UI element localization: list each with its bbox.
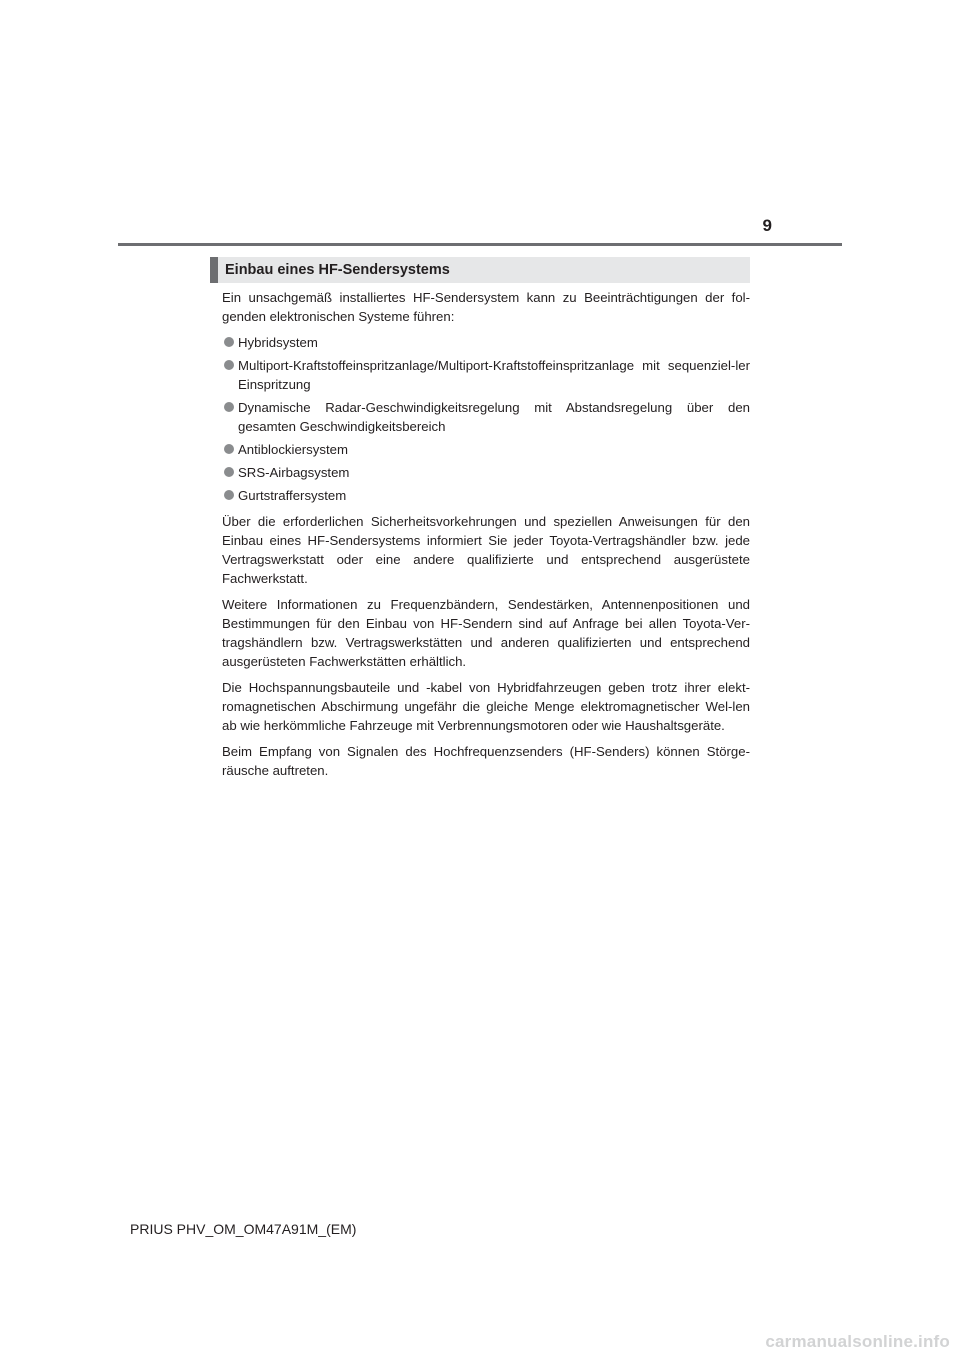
header-rule [118, 243, 842, 246]
bullet-icon [224, 337, 234, 347]
affected-systems-list [222, 333, 750, 505]
body-paragraph: Beim Empfang von Signalen des Hochfrequenzsenders (HF-Senders) können Störge-räusche auftreten. [222, 744, 750, 778]
page-number: 9 [762, 216, 772, 235]
intro-paragraph: Ein unsachgemäß installiertes HF-Sendersystem kann zu Beeinträchtigungen der fol-genden elektronischen Systeme führen: [222, 290, 750, 324]
list-item [222, 486, 750, 505]
body-paragraph: Weitere Informationen zu Frequenzbändern, Sendestärken, Antennenpositionen und Bestimmungen für den Einbau von HF-Sendern sind auf Anfrage bei allen Toyota-Ver-tragshändlern bzw. Vertragswerkstätten und anderen qualifizierten und entsprechend ausgerüsteten Fachwerkstätten erhältlich. [222, 597, 750, 669]
list-item [222, 440, 750, 459]
list-item [222, 333, 750, 352]
section-content [222, 288, 750, 787]
list-item-text: Dynamische Radar-Geschwindigkeitsregelung mit Abstandsregelung über den gesamten Geschwindigkeitsbereich [238, 400, 750, 434]
watermark-link[interactable]: carmanualsonline.info [765, 1332, 950, 1351]
body-paragraph: Die Hochspannungsbauteile und -kabel von Hybridfahrzeugen geben trotz ihrer elekt-romagnetischen Abschirmung ungefähr die gleiche Menge elektromagnetischer Wel-len ab wie herkömmliche Fahrzeuge mit Verbrennungsmotoren oder wie Haushaltsgeräte. [222, 680, 750, 733]
bullet-icon [224, 360, 234, 370]
list-item-text: Gurtstraffersystem [238, 488, 347, 503]
bullet-icon [224, 467, 234, 477]
bullet-icon [224, 402, 234, 412]
footer-document-code: PRIUS PHV_OM_OM47A91M_(EM) [130, 1221, 357, 1237]
list-item-text: SRS-Airbagsystem [238, 465, 350, 480]
bullet-icon [224, 490, 234, 500]
body-paragraph: Über die erforderlichen Sicherheitsvorkehrungen und speziellen Anweisungen für den Einbau eines HF-Sendersystems informiert Sie jeder Toyota-Vertragshändler bzw. jede Vertragswerkstatt oder eine andere qualifizierte und entsprechend ausgerüstete Fachwerkstatt. [222, 514, 750, 586]
list-item [222, 463, 750, 482]
list-item-text: Hybridsystem [238, 335, 318, 350]
list-item [222, 398, 750, 436]
list-item [222, 356, 750, 394]
section-heading: Einbau eines HF-Sendersystems [210, 257, 750, 283]
list-item-text: Antiblockiersystem [238, 442, 348, 457]
list-item-text: Multiport-Kraftstoffeinspritzanlage/Multiport-Kraftstoffeinspritzanlage mit sequenziel-ler Einspritzung [238, 358, 750, 392]
bullet-icon [224, 444, 234, 454]
